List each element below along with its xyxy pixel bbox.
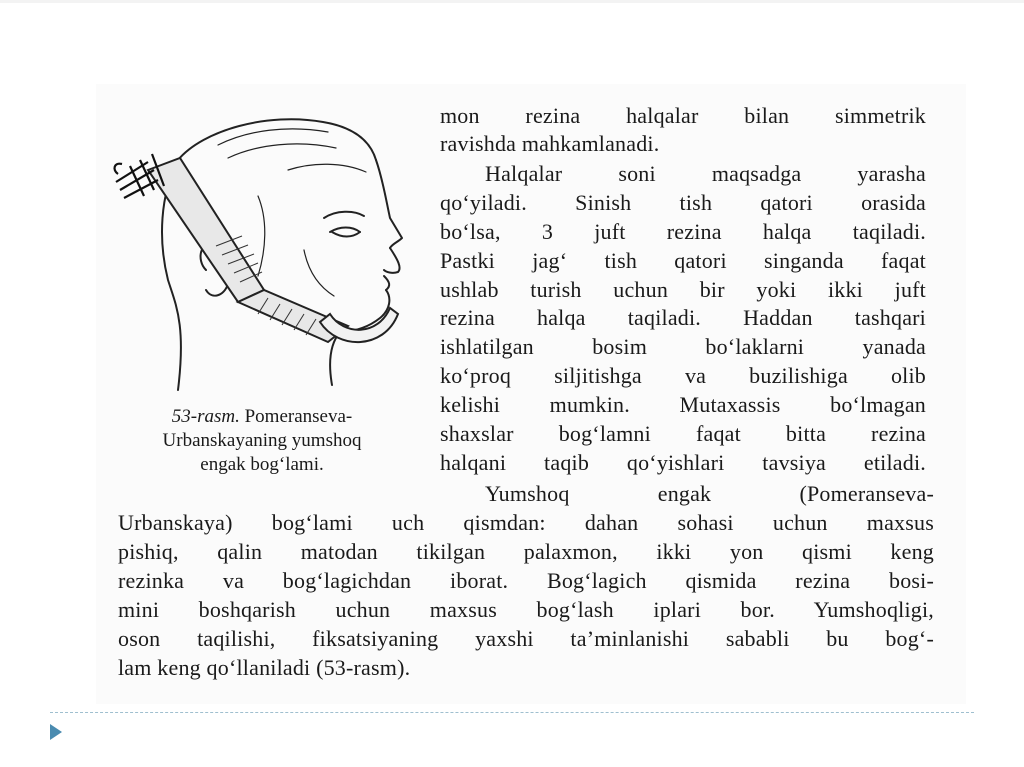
text-line: halqani taqib qo‘yishlari tavsiya etiladi. [440, 450, 926, 475]
figure-caption [112, 405, 412, 477]
text-line: bo‘lsa, 3 juft rezina halqa taqiladi. [440, 219, 926, 244]
footer-divider [50, 712, 974, 713]
caption-text-2: Urbanskayaning yumshoq [162, 430, 362, 451]
text-line: ishlatilgan bosim bo‘laklarni yanada [440, 334, 926, 359]
text-line: pishiq, qalin matodan tikilgan palaxmon, ikki yon qismi keng [118, 539, 934, 564]
triangle-right-icon[interactable] [50, 724, 62, 740]
text-line: ravishda mahkamlanadi. [440, 131, 660, 156]
text-line: Urbanskaya) bog‘lami uch qismdan: dahan sohasi uchun maxsus [118, 510, 934, 535]
text-line: lam keng qo‘llaniladi (53-rasm). [118, 655, 411, 680]
text-line: kelishi mumkin. Mutaxassis bo‘lmagan [440, 392, 926, 417]
caption-text-3: engak bog‘lami. [200, 454, 324, 475]
text-line: rezina halqa taqiladi. Haddan tashqari [440, 305, 926, 330]
text-line: oson taqilishi, fiksatsiyaning yaxshi ta’minlanishi sababli bu bog‘- [118, 626, 934, 651]
text-line: mini boshqarish uchun maxsus bog‘lash iplari bor. Yumshoqligi, [118, 597, 934, 622]
text-line: mon rezina halqalar bilan simmetrik [440, 103, 926, 128]
text-line: Yumshoq engak (Pomeranseva- [485, 481, 934, 506]
text-line: ushlab turish uchun bir yoki ikki juft [440, 277, 926, 302]
figure-53-head-illustration [108, 100, 418, 400]
caption-label: 53-rasm. [171, 406, 240, 427]
text-line: rezinka va bog‘lagichdan iborat. Bog‘lagich qismida rezina bosi- [118, 568, 934, 593]
slide-top-border [0, 0, 1024, 3]
text-line: Halqalar soni maqsadga yarasha [485, 161, 926, 186]
text-line: qo‘yiladi. Sinish tish qatori orasida [440, 190, 926, 215]
text-line: Pastki jag‘ tish qatori singanda faqat [440, 248, 926, 273]
text-line: ko‘proq siljitishga va buzilishiga olib [440, 363, 926, 388]
text-line: shaxslar bog‘lamni faqat bitta rezina [440, 421, 926, 446]
caption-text-1: Pomeranseva- [239, 406, 353, 427]
